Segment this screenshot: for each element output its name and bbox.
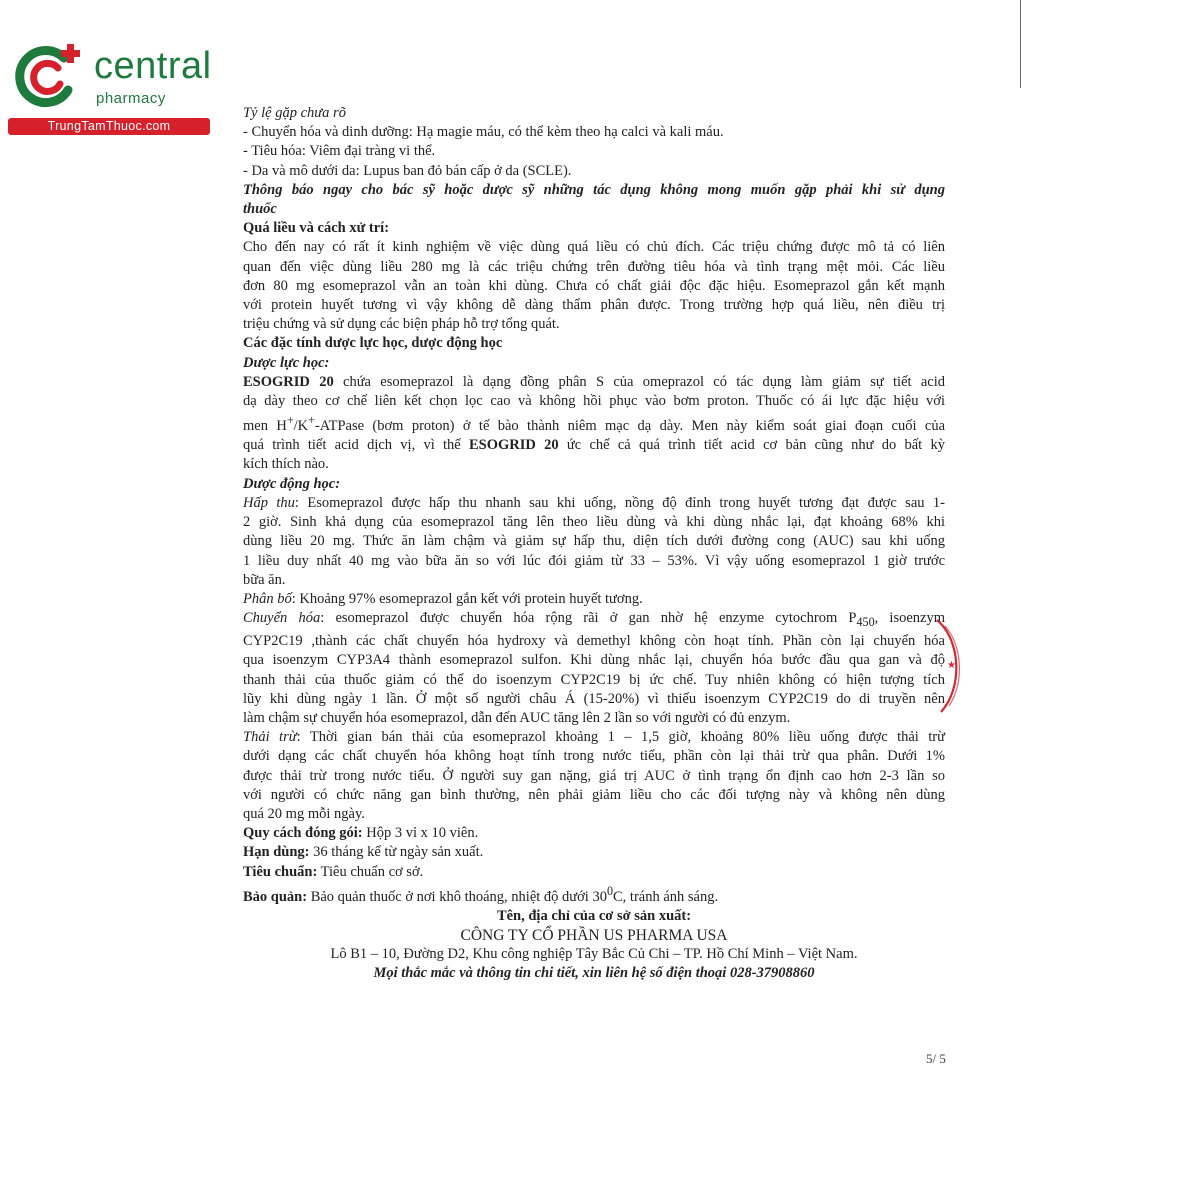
elimination-line: với người có chức năng gan bình thường, nên phải giảm liều cho các đối tượng này và không nên dùng	[243, 786, 945, 803]
storage-line	[243, 882, 945, 907]
manufacturer-heading: Tên, địa chỉ của cơ sở sản xuất:	[496, 907, 692, 924]
expiry-value: 36 tháng kể từ ngày sản xuất.	[309, 844, 484, 861]
metabolism-line	[243, 609, 945, 632]
side-effect-line: - Tiêu hóa: Viêm đại tràng vi thể.	[243, 143, 436, 160]
superscript: +	[308, 413, 315, 428]
central-pharmacy-logo-icon	[12, 38, 88, 114]
text-span: : esomeprazol được chuyển hóa rộng rãi ở gan nhờ hệ enzyme cytochrom P	[320, 610, 857, 627]
elimination-line	[243, 728, 945, 747]
absorption-line	[243, 494, 945, 513]
notice-line: thuốc	[243, 201, 277, 218]
absorption-label: Hấp thu	[243, 494, 295, 511]
text-span: chứa esomeprazol là dạng đồng phân S của omeprazol có tác dụng làm giảm sự tiết acid	[333, 373, 945, 390]
distribution-line	[243, 590, 945, 609]
elimination-line: quá 20 mg mỗi ngày.	[243, 806, 365, 823]
overdose-line: Cho đến nay có rất ít kinh nghiệm về việc dùng quá liều có chủ đích. Các triệu chứng được mô tả có liên	[243, 239, 945, 256]
expiry-line	[243, 843, 945, 862]
packaging-label: Quy cách đóng gói:	[243, 825, 363, 842]
metabolism-line: làm chậm sự chuyển hóa esomeprazol, dẫn đến AUC tăng lên 2 lần so với người có đủ enzym.	[243, 710, 791, 727]
distribution-label: Phân bố	[243, 590, 292, 607]
standard-line	[243, 863, 945, 882]
product-name: ESOGRID 20	[469, 437, 559, 454]
absorption-line: dùng liều 20 mg. Thức ăn làm chậm và giảm sự hấp thu, diện tích dưới đường cong (AUC) sau khi uống	[243, 533, 945, 550]
text-span: : Esomeprazol được hấp thu nhanh sau khi uống, nồng độ đỉnh trong huyết tương đạt được sau 1-	[294, 494, 945, 511]
company-address: Lô B1 – 10, Đường D2, Khu công nghiệp Tây Bắc Củ Chi – TP. Hồ Chí Minh – Việt Nam.	[330, 946, 858, 963]
overdose-line: với protein huyết tương vì vậy không dễ dàng thẩm phân được. Trong trường hợp quá liều, nên điều trị	[243, 297, 945, 314]
pharmacodynamics-line	[243, 373, 945, 392]
pharmacodynamics-line: kích thích nào.	[243, 456, 329, 473]
packaging-value: Hộp 3 vỉ x 10 viên.	[362, 825, 479, 842]
notice-line: Thông báo ngay cho bác sỹ hoặc dược sỹ những tác dụng không mong muốn gặp phải khi sử dụng	[243, 181, 945, 198]
overdose-heading: Quá liều và cách xử trí:	[243, 220, 390, 237]
storage-value: Bảo quản thuốc ở nơi khô thoáng, nhiệt độ dưới 30	[307, 888, 607, 905]
elimination-label: Thải trừ	[243, 729, 297, 746]
superscript: +	[286, 413, 294, 428]
pharmacodynamics-line	[243, 411, 945, 436]
text-span: : Khoảng 97% esomeprazol gắn kết với protein huyết tương.	[291, 590, 643, 607]
standard-value: Tiêu chuẩn cơ sở.	[317, 863, 424, 880]
storage-label: Bảo quản:	[243, 888, 308, 905]
metabolism-line: qua isoenzym CYP3A4 thành esomeprazol sulfon. Khi dùng nhắc lại, chuyển hóa bước đầu qua gan và độ	[243, 652, 945, 669]
overdose-line: triệu chứng và sử dụng các biện pháp hỗ trợ tổng quát.	[243, 316, 560, 333]
elimination-line: dưới dạng các chất chuyển hóa không hoạt tính trong nước tiểu, phần còn lại thải trừ qua phân. Dưới 1%	[243, 748, 945, 765]
company-name: CÔNG TY CỔ PHẦN US PHARMA USA	[460, 927, 728, 945]
frequency-label: Tỷ lệ gặp chưa rõ	[243, 105, 346, 121]
red-stamp-edge	[933, 618, 967, 714]
pharmacodynamics-heading: Dược lực học:	[243, 354, 330, 371]
superscript: 0	[606, 883, 614, 898]
pharmacodynamics-line: dạ dày theo cơ chế liên kết chọn lọc cao và không hồi phục vào bơm proton. Thuốc có ái lực đặc hiệu với	[243, 393, 945, 410]
elimination-line: được thải trừ trong nước tiểu. Ở người suy gan nặng, giá trị AUC ở tình trạng ổn định cao hơn 2-3 lần so	[243, 767, 945, 784]
standard-label: Tiêu chuẩn:	[243, 863, 318, 880]
side-effect-line: - Da và mô dưới da: Lupus ban đỏ bán cấp ở da (SCLE).	[243, 162, 572, 179]
product-name: ESOGRID 20	[243, 373, 334, 390]
svg-text:★: ★	[947, 660, 956, 671]
brand-website: TrungTamThuoc.com	[8, 118, 210, 135]
metabolism-line: thanh thải của thuốc giảm có thể do isoenzym CYP2C19 bị ức chế. Tuy nhiên không có hiện tượng tích	[243, 671, 945, 688]
brand-name: central	[94, 45, 212, 87]
absorption-line: 2 giờ. Sinh khả dụng của esomeprazol tăng lên theo liều dùng và khi dùng nhắc lại, đạt khoảng 68% khi	[243, 514, 945, 531]
metabolism-line: lũy khi dùng ngày 1 lần. Ở một số người châu Á (15-20%) vì thiếu isoenzym CYP2C19 do di truyền nên	[243, 690, 945, 707]
page-number: 5/ 5	[926, 1051, 946, 1066]
absorption-line: 1 liều duy nhất 40 mg vào bữa ăn so với lúc đói giảm từ 33 – 53%. Vì vậy uống esomeprazol 1 giờ trước	[243, 552, 945, 569]
pharmacodynamics-line	[243, 436, 945, 455]
pharmacology-heading: Các đặc tính dược lực học, dược động học	[243, 335, 503, 352]
storage-value: C, tránh ánh sáng.	[613, 888, 719, 905]
text-span: -ATPase (bơm proton) ở tế bào thành niêm mạc dạ dày. Men này kiểm soát giai đoạn cuối của	[314, 418, 946, 435]
subscript: 450	[856, 615, 875, 629]
text-span: : Thời gian bán thải của esomeprazol khoảng 1 – 1,5 giờ, khoảng 80% liều uống được thải trừ	[296, 729, 945, 746]
scan-edge-line	[1020, 0, 1021, 88]
metabolism-label: Chuyển hóa	[243, 610, 321, 627]
expiry-label: Hạn dùng:	[243, 844, 310, 861]
text-span: ức chế cả quá trình tiết acid cơ bản cũng như do bất kỳ	[558, 437, 945, 454]
side-effect-line: - Chuyển hóa và dinh dưỡng: Hạ magie máu, có thể kèm theo hạ calci và kali máu.	[243, 124, 724, 141]
brand-logo	[8, 38, 213, 138]
text-span: , isoenzym	[874, 610, 945, 627]
text-span: quá trình tiết acid dịch vị, vì thế	[243, 437, 469, 454]
absorption-line: bữa ăn.	[243, 571, 286, 588]
document-body	[243, 104, 945, 984]
contact-line: Mọi thắc mắc và thông tin chi tiết, xin liên hệ số điện thoại 028-37908860	[373, 965, 815, 982]
text-span: /K	[293, 418, 309, 435]
overdose-line: quan đến việc dùng liều 280 mg là các triệu chứng trên đường tiêu hóa và tình trạng mệt mỏi. Các liều	[243, 258, 945, 275]
overdose-line: đơn 80 mg esomeprazol vẫn an toàn khi dùng. Chưa có chất giải độc đặc hiệu. Esomeprazol gắn kết mạnh	[243, 277, 945, 294]
brand-sub: pharmacy	[96, 90, 166, 107]
pharmacokinetics-heading: Dược động học:	[243, 475, 341, 492]
text-span: men H	[243, 418, 287, 435]
metabolism-line: CYP2C19 ,thành các chất chuyển hóa hydroxy và demethyl không còn hoạt tính. Phần còn lại chuyển hóa	[243, 633, 945, 650]
packaging-line	[243, 824, 945, 843]
